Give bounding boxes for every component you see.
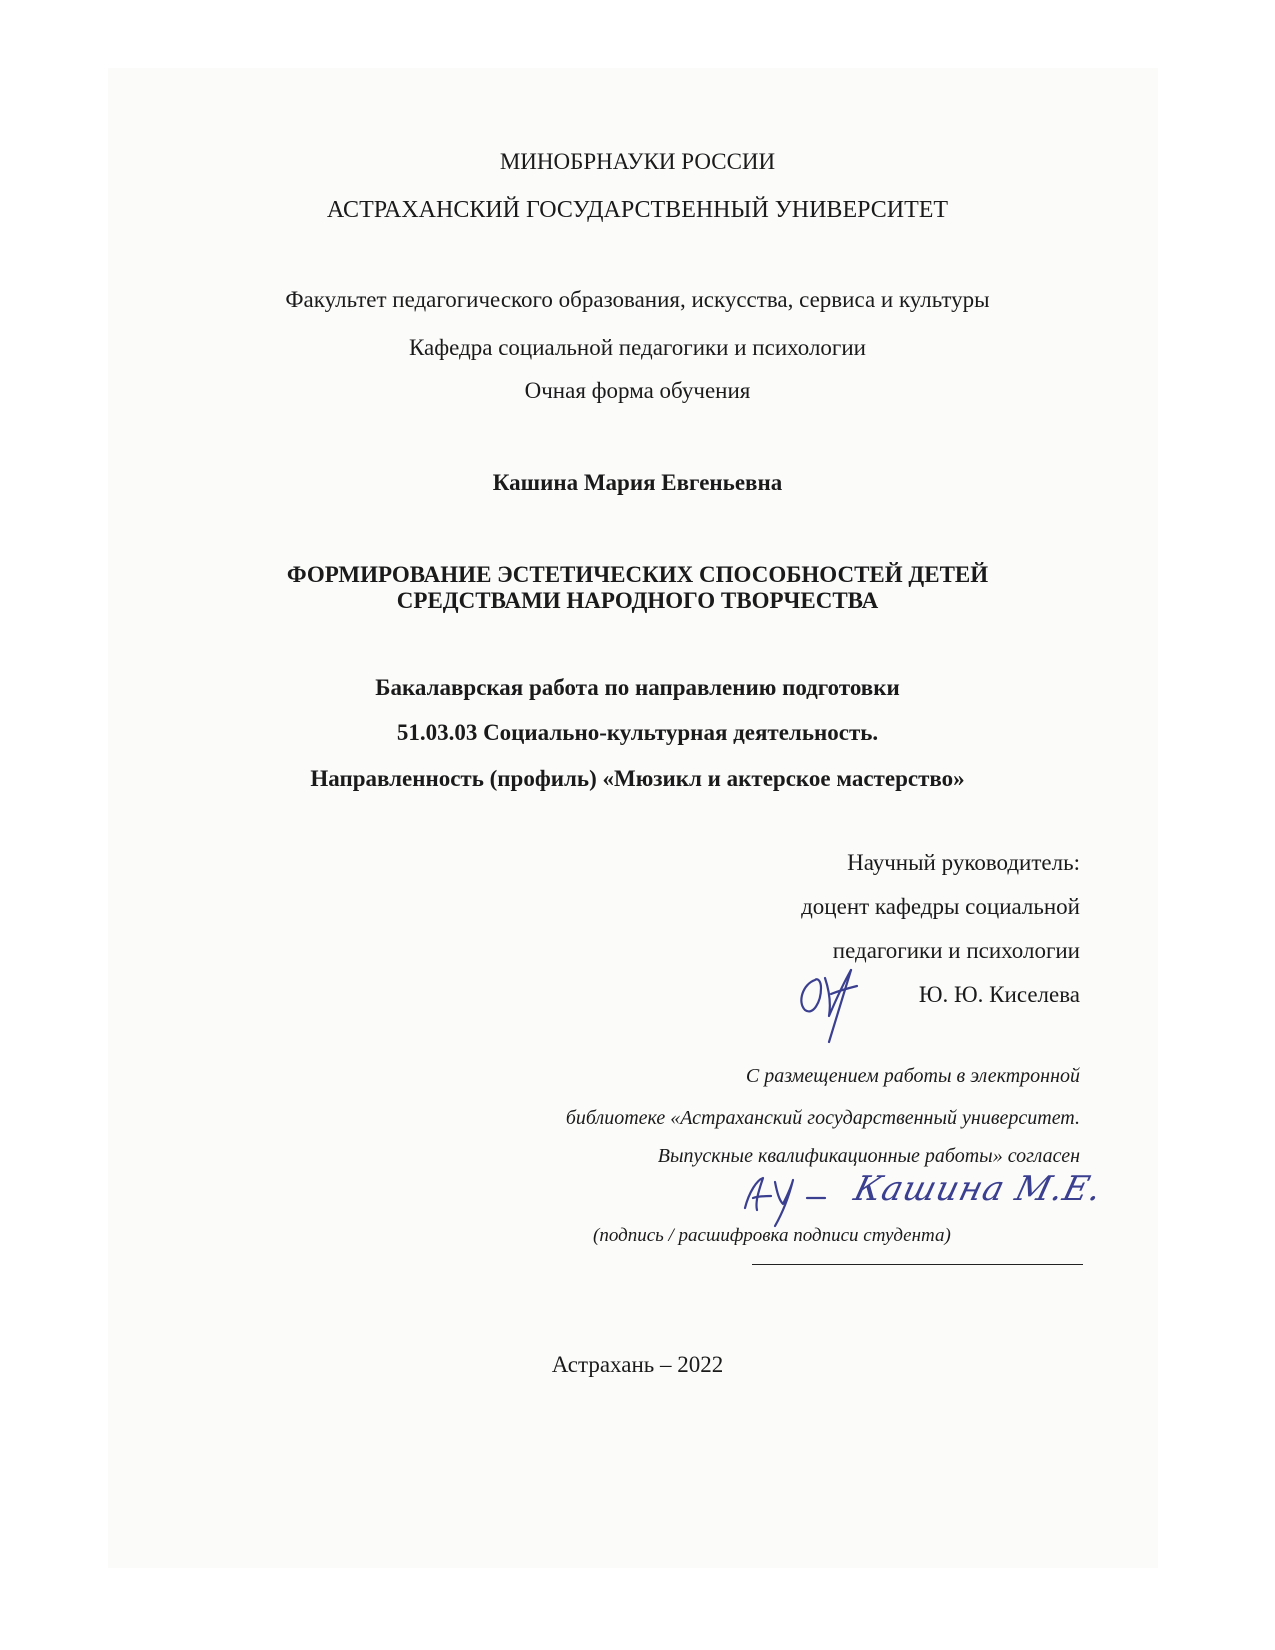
- study-form: Очная форма обучения: [524, 378, 751, 403]
- study-direction: 51.03.03 Социально-культурная деятельность.: [396, 720, 879, 745]
- student-signature-name: Кашина М.Е.: [850, 1169, 1107, 1209]
- consent-line1: С размещением работы в электронной: [745, 1065, 1080, 1087]
- supervisor-signature-icon: [785, 950, 875, 1050]
- supervisor-name: Ю. Ю. Киселева: [918, 982, 1080, 1007]
- supervisor-position-line1: доцент кафедры социальной: [801, 894, 1080, 919]
- chair-name: Кафедра социальной педагогики и психологии: [409, 335, 866, 360]
- ministry-name: МИНОБРНАУКИ РОССИИ: [499, 149, 776, 174]
- university-name: АСТРАХАНСКИЙ ГОСУДАРСТВЕННЫЙ УНИВЕРСИТЕТ: [326, 197, 949, 223]
- thesis-title-line2: СРЕДСТВАМИ НАРОДНОГО ТВОРЧЕСТВА: [396, 588, 879, 613]
- thesis-title-line1: ФОРМИРОВАНИЕ ЭСТЕТИЧЕСКИХ СПОСОБНОСТЕЙ ДЕТЕЙ: [286, 562, 989, 587]
- city-year: Астрахань – 2022: [551, 1352, 724, 1377]
- study-profile: Направленность (профиль) «Мюзикл и актерское мастерство»: [310, 766, 965, 791]
- consent-line3: Выпускные квалификационные работы» согласен: [657, 1145, 1080, 1167]
- signature-line: [752, 1264, 1083, 1265]
- signature-caption: (подпись / расшифровка подписи студента): [593, 1225, 951, 1246]
- work-type: Бакалаврская работа по направлению подготовки: [375, 675, 900, 700]
- faculty-name: Факультет педагогического образования, искусства, сервиса и культуры: [285, 287, 990, 312]
- consent-line2: библиотеке «Астраханский государственный университет.: [565, 1107, 1080, 1129]
- supervisor-label: Научный руководитель:: [847, 850, 1080, 875]
- author-name: Кашина Мария Евгеньевна: [492, 470, 783, 495]
- supervisor-position-line2: педагогики и психологии: [832, 938, 1080, 963]
